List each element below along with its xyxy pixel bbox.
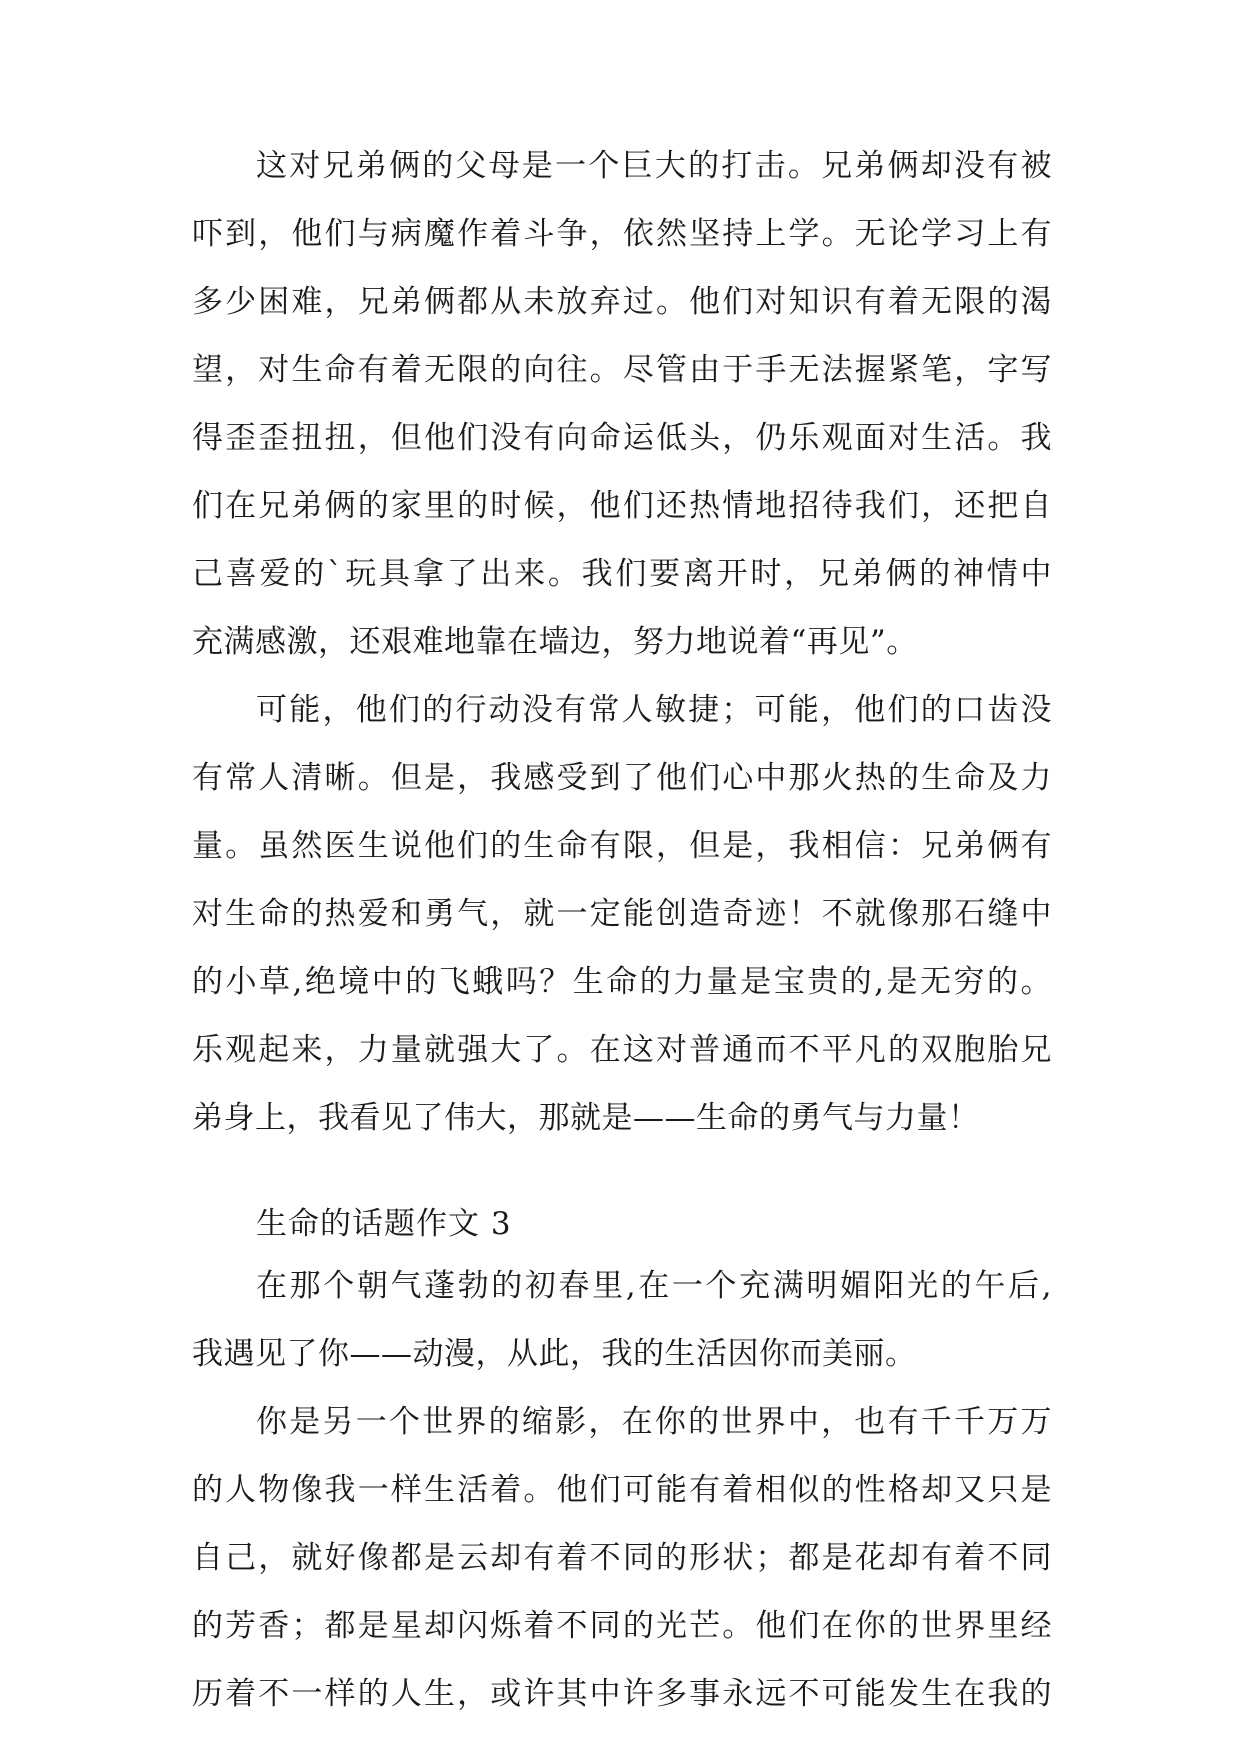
paragraph-2-line-1: 可能，他们的行动没有常人敏捷；可能，他们的口齿没 (256, 692, 1052, 728)
paragraph-1-line-8: 充满感激，还艰难地靠在墙边，努力地说着“再见”。 (192, 624, 918, 660)
paragraph-1-line-5: 得歪歪扭扭，但他们没有向命运低头，仍乐观面对生活。我 (192, 420, 1052, 456)
paragraph-2-line-4: 对生命的热爱和勇气，就一定能创造奇迹！不就像那石缝中 (192, 896, 1052, 932)
paragraph-1-line-4: 望，对生命有着无限的向往。尽管由于手无法握紧笔，字写 (192, 352, 1052, 388)
paragraph-2-line-6: 乐观起来，力量就强大了。在这对普通而不平凡的双胞胎兄 (192, 1032, 1052, 1068)
paragraph-3-line-2: 我遇见了你——动漫，从此，我的生活因你而美丽。 (192, 1336, 917, 1372)
paragraph-4-line-3: 自己，就好像都是云却有着不同的形状；都是花却有着不同 (192, 1540, 1052, 1576)
paragraph-1-line-6: 们在兄弟俩的家里的时候，他们还热情地招待我们，还把自 (192, 488, 1052, 524)
section-heading: 生命的话题作文 3 (256, 1206, 512, 1242)
paragraph-1-line-3: 多少困难，兄弟俩都从未放弃过。他们对知识有着无限的渴 (192, 284, 1052, 320)
paragraph-2-line-2: 有常人清晰。但是，我感受到了他们心中那火热的生命及力 (192, 760, 1052, 796)
paragraph-4-line-5: 历着不一样的人生，或许其中许多事永远不可能发生在我的 (192, 1676, 1052, 1712)
paragraph-2-line-5: 的小草,绝境中的飞蛾吗？生命的力量是宝贵的,是无穷的。 (192, 964, 1052, 1000)
paragraph-1-line-7: 己喜爱的`玩具拿了出来。我们要离开时，兄弟俩的神情中 (192, 556, 1052, 592)
paragraph-1-line-1: 这对兄弟俩的父母是一个巨大的打击。兄弟俩却没有被 (256, 148, 1052, 184)
paragraph-2-line-3: 量。虽然医生说他们的生命有限，但是，我相信：兄弟俩有 (192, 828, 1052, 864)
paragraph-4-line-2: 的人物像我一样生活着。他们可能有着相似的性格却又只是 (192, 1472, 1052, 1508)
paragraph-2-line-7: 弟身上，我看见了伟大，那就是——生命的勇气与力量！ (192, 1100, 980, 1136)
paragraph-4-line-1: 你是另一个世界的缩影，在你的世界中，也有千千万万 (256, 1404, 1052, 1440)
paragraph-4-line-4: 的芳香；都是星却闪烁着不同的光芒。他们在你的世界里经 (192, 1608, 1052, 1644)
paragraph-3-line-1: 在那个朝气蓬勃的初春里,在一个充满明媚阳光的午后, (256, 1268, 1052, 1304)
paragraph-1-line-2: 吓到，他们与病魔作着斗争，依然坚持上学。无论学习上有 (192, 216, 1052, 252)
